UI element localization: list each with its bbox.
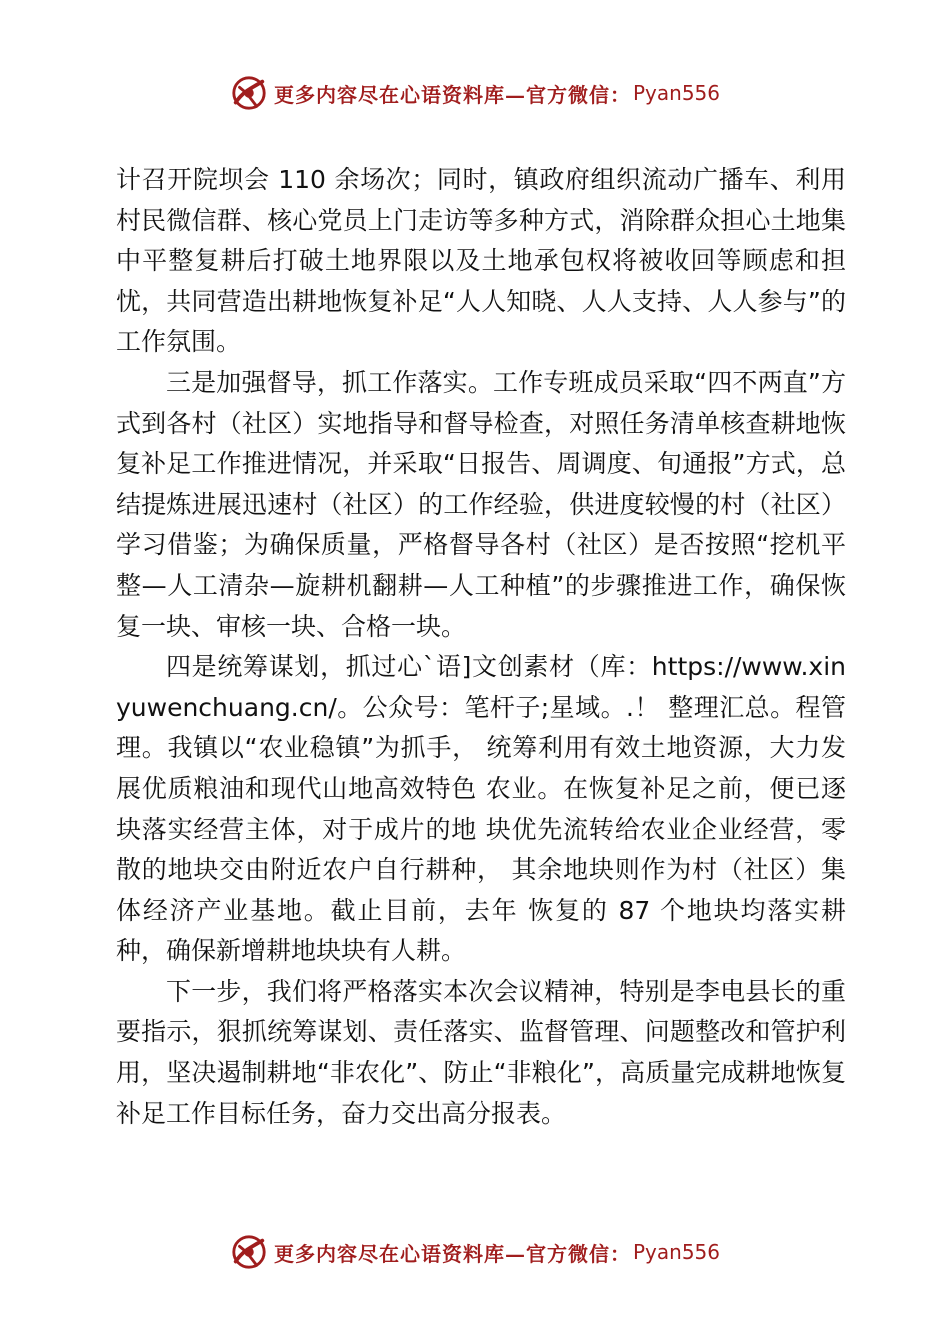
footer-banner-text: 更多内容尽在心语资料库—官方微信： — [273, 1241, 631, 1266]
document-body — [116, 160, 846, 1134]
paragraph-3: 四是统筹谋划，抓过心`语]文创素材（库：https://www.xinyuwenchuang.cn/。公众号：笔杆子;星域。.！ 整理汇总。程管理。我镇以“农业稳镇”为抓手， 统筹利用有效土地资源，大力发展优质粮油和现代山地高效特色 农业。在恢复补足之前，便已逐块落实经营主体，对于成片的地 块优先流转给农业企业经营，零散的地块交由附近农户自行耕种， 其余地块则作为村（社区）集体经济产业基地。截止目前，去年 恢复的 87 个地块均落实耕种，确保新增耕地块块有人耕。 — [116, 652, 846, 966]
paragraph-2-lead: 三是加强督导，抓工作落实。 — [166, 367, 493, 397]
header-wechat-id: Pyan556 — [632, 81, 720, 105]
footer-banner — [0, 1232, 950, 1272]
paragraph-2 — [116, 363, 846, 647]
paragraph-4: 下一步，我们将严格落实本次会议精神，特别是李电县长的重要指示，狠抓统筹谋划、责任落实、监督管理、问题整改和管护利用，坚决遏制耕地“非农化”、防止“非粮化”，高质量完成耕地恢复补足工作目标任务，奋力交出高分报表。 — [116, 976, 846, 1128]
ribbon-circle-logo-icon — [230, 74, 268, 112]
paragraph-2-rest: 工作专班成员采取“四不两直”方式到各村（社区）实地指导和督导检查，对照任务清单核查耕地恢复补足工作推进情况，并采取“日报告、周调度、旬通报”方式，总结提炼进展迅速村（社区）的工作经验，供进度较慢的村（社区）学习借鉴；为确保质量，严格督导各村（社区）是否按照“挖机平整—人工清杂—旋耕机翻耕—人工种植”的步骤推进工作，确保恢复一块、审核一块、合格一块。 — [116, 367, 846, 641]
paragraph-1: 计召开院坝会 110 余场次；同时，镇政府组织流动广播车、利用村民微信群、核心党员上门走访等多种方式，消除群众担心土地集中平整复耕后打破土地界限以及土地承包权将被收回等顾虑和担忧，共同营造出耕地恢复补足“人人知晓、人人支持、人人参与”的工作氛围。 — [116, 165, 846, 357]
footer-wechat-id: Pyan556 — [632, 1240, 720, 1264]
ribbon-circle-logo-icon — [230, 1233, 268, 1271]
header-banner — [0, 73, 950, 113]
header-banner-text: 更多内容尽在心语资料库—官方微信： — [273, 82, 631, 107]
